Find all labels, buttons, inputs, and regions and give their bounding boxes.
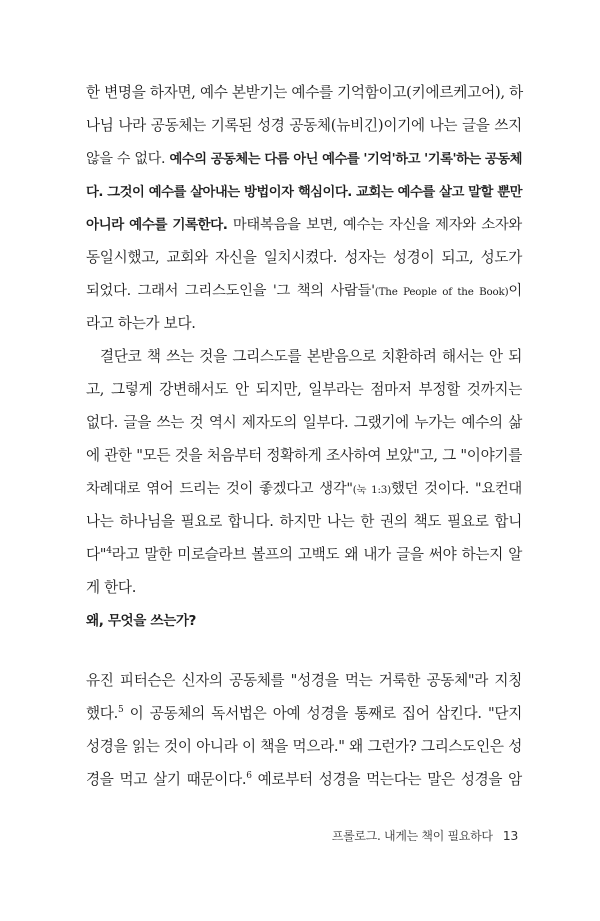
p3-line-4: 경을 먹고 살기 때문이다.$^6$ 예로부터 성경을 먹는다는 말은 성경을 암 [86,771,522,788]
p2-line-5: 차례대로 엮어 드리는 것이 좋겠다고 생각"(눅 1:3)했던 것이다. "요컨대 [86,481,522,497]
p1-line-7: 되었다. 그래서 그리스도인을 '그 책의 사람들'(The People of the Book)이 [86,283,522,299]
p2-line-7: 다"$^4$라고 말한 미로슬라브 볼프의 고백도 왜 내가 글을 써야 하는지 알 [86,546,522,563]
p1-line-6: 동일시했고, 교회와 자신을 일치시켰다. 성자는 성경이 되고, 성도가 [86,249,522,266]
p1-line-2: 나님 나라 공동체는 기록된 성경 공동체(뉴비긴)이기에 나는 글을 쓰지 [86,117,522,134]
p1-line-3: 않을 수 없다. 예수의 공동체는 다름 아닌 예수를 '기억'하고 '기록'하는 공동체 [86,151,522,167]
footnote-ref-5: 5 [117,705,124,715]
footnote-ref-6: 6 [246,771,252,781]
p2-line-1: 결단코 책 쓰는 것을 그리스도를 본받음으로 치환하려 해서는 안 되 [100,348,522,365]
p2-line-2: 고, 그렇게 강변해서도 안 되지만, 일부라는 점마저 부정할 것까지는 [86,381,522,398]
page-number: 13 [502,828,518,843]
p1-line-5: 아니라 예수를 기록한다. 마태복음을 보면, 예수는 자신을 제자와 소자와 [86,217,522,233]
p2-line-4: 에 관한 "모든 것을 처음부터 정확하게 조사하여 보았"고, 그 "이야기를 [86,447,522,464]
p2-line-8: 게 한다. [86,579,137,596]
section-heading: 왜, 무엇을 쓰는가? [86,613,197,629]
p3-line-2: 했다.$^5$ 이 공동체의 독서법은 아예 성경을 통째로 집어 삼킨다. "단지 [86,705,522,722]
p1-line-1: 한 변명을 하자면, 예수 본받기는 예수를 기억함이고(키에르케고어), 하 [86,84,523,101]
p1-line-4: 다. 그것이 예수를 살아내는 방법이자 핵심이다. 교회는 예수를 살고 말할 뿐만 [86,185,522,200]
page-footer [332,827,518,844]
running-title: 프롤로그. 내게는 책이 필요하다 [331,829,493,843]
p1-line-8: 라고 하는가 보다. [86,315,196,332]
p2-line-6: 나는 하나님을 필요로 합니다. 하지만 나는 한 권의 책도 필요로 합니 [86,513,522,530]
footnote-ref-4: 4 [106,546,112,556]
p2-line-3: 없다. 글을 쓰는 것 역시 제자도의 일부다. 그랬기에 누가는 예수의 삶 [86,414,522,431]
p3-line-3: 성경을 읽는 것이 아니라 이 책을 먹으라." 왜 그런가? 그리스도인은 성 [86,738,522,755]
p3-line-1: 유진 피터슨은 신자의 공동체를 "성경을 먹는 거룩한 공동체"라 지칭 [86,672,522,689]
